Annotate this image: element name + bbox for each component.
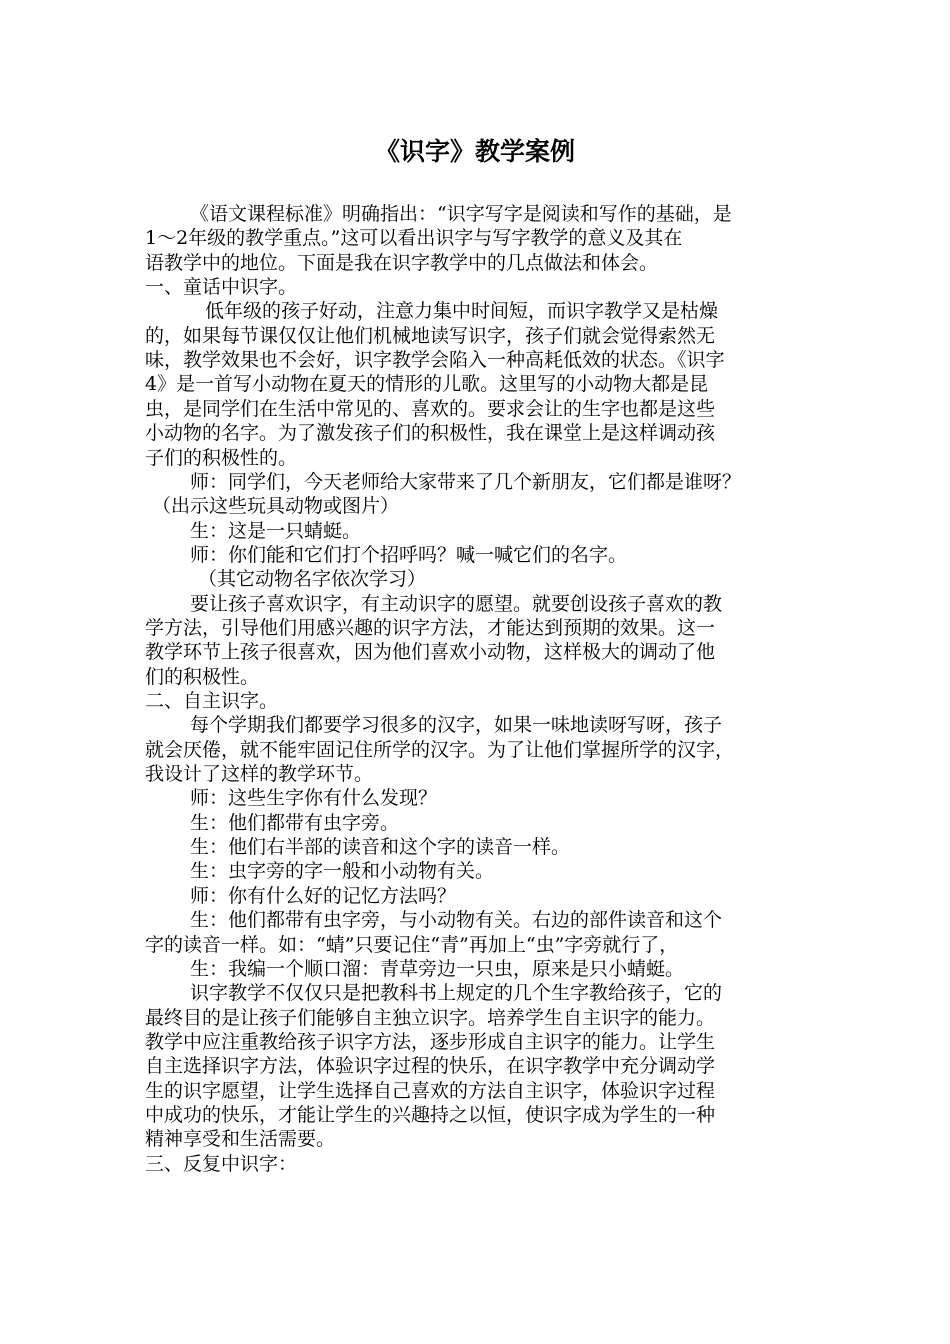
body-line: 师：你们能和它们打个招呼吗？喊一喊它们的名字。 bbox=[190, 544, 628, 566]
body-line: 教学中应注重教给孩子识字方法，逐步形成自主识字的能力。让学生 bbox=[145, 1031, 716, 1053]
body-line: 1～2年级的教学重点。”这可以看出识字与写字教学的意义及其在 bbox=[145, 227, 683, 249]
body-line: 自主选择识字方法，体验识字过程的快乐，在识字教学中充分调动学 bbox=[145, 1055, 716, 1077]
body-line: 师：你有什么好的记忆方法吗？ bbox=[190, 885, 457, 907]
body-line: 语教学中的地位。下面是我在识字教学中的几点做法和体会。 bbox=[145, 252, 659, 274]
body-line: 们的积极性。 bbox=[145, 666, 260, 688]
body-line: 的，如果每节课仅仅让他们机械地读写识字，孩子们就会觉得索然无 bbox=[145, 325, 716, 347]
body-line: 生：他们都带有虫字旁，与小动物有关。右边的部件读音和这个 bbox=[190, 909, 723, 931]
body-line: 我设计了这样的教学环节。 bbox=[145, 763, 374, 785]
body-line: 一、童话中识字。 bbox=[145, 276, 298, 298]
body-line: 虫，是同学们在生活中常见的、喜欢的。要求会让的生字也都是这些 bbox=[145, 398, 716, 420]
body-line: 小动物的名字。为了激发孩子们的积极性，我在课堂上是这样调动孩 bbox=[145, 422, 716, 444]
body-line: 三、反复中识字： bbox=[145, 1153, 298, 1175]
body-line: 4》是一首写小动物在夏天的情形的儿歌。这里写的小动物大都是昆 bbox=[145, 373, 709, 395]
body-line: 最终目的是让孩子们能够自主独立识字。培养学生自主识字的能力。 bbox=[145, 1007, 716, 1029]
body-line: 生：我编一个顺口溜：青草旁边一只虫，原来是只小蜻蜓。 bbox=[190, 958, 685, 980]
body-line: 每个学期我们都要学习很多的汉字，如果一味地读呀写呀，孩子 bbox=[190, 714, 723, 736]
body-line: 精神享受和生活需要。 bbox=[145, 1128, 336, 1150]
body-line: 就会厌倦，就不能牢固记住所学的汉字。为了让他们掌握所学的汉字， bbox=[145, 739, 735, 761]
body-line: 子们的积极性的。 bbox=[145, 447, 298, 469]
body-line: 生：他们右半部的读音和这个字的读音一样。 bbox=[190, 836, 571, 858]
body-line: 中成功的快乐，才能让学生的兴趣持之以恒，使识字成为学生的一种 bbox=[145, 1104, 716, 1126]
body-line: （出示这些玩具动物或图片） bbox=[152, 495, 400, 517]
body-line: 学方法，引导他们用感兴趣的识字方法，才能达到预期的效果。这一 bbox=[145, 617, 716, 639]
body-line: 师：同学们，今天老师给大家带来了几个新朋友，它们都是谁呀？ bbox=[190, 471, 742, 493]
body-line: 要让孩子喜欢识字，有主动识字的愿望。就要创设孩子喜欢的教 bbox=[190, 593, 723, 615]
body-line: 字的读音一样。如：“蜻”只要记住“青”再加上“虫”字旁就行了， bbox=[145, 934, 679, 956]
body-line: 教学环节上孩子很喜欢，因为他们喜欢小动物，这样极大的调动了他 bbox=[145, 641, 716, 663]
body-line: 生：这是一只蜻蜓。 bbox=[190, 520, 362, 542]
body-line: 识字教学不仅仅只是把教科书上规定的几个生字教给孩子，它的 bbox=[190, 982, 723, 1004]
document-title: 《识字》教学案例 bbox=[374, 137, 575, 166]
body-line: 低年级的孩子好动，注意力集中时间短，而识字教学又是枯燥 bbox=[205, 300, 719, 322]
body-line: 生：虫字旁的字一般和小动物有关。 bbox=[190, 860, 495, 882]
body-line: 味，教学效果也不会好，识字教学会陷入一种高耗低效的状态。《识字 bbox=[145, 349, 725, 371]
body-line: 二、自主识字。 bbox=[145, 690, 279, 712]
body-line: 师：这些生字你有什么发现？ bbox=[190, 787, 438, 809]
body-line: （其它动物名字依次学习） bbox=[198, 568, 427, 590]
body-line: 生的识字愿望，让学生选择自己喜欢的方法自主识字，体验识字过程 bbox=[145, 1080, 716, 1102]
body-line: 生：他们都带有虫字旁。 bbox=[190, 812, 400, 834]
body-line: 《语文课程标准》明确指出：“识字写字是阅读和写作的基础，是 bbox=[190, 203, 732, 225]
